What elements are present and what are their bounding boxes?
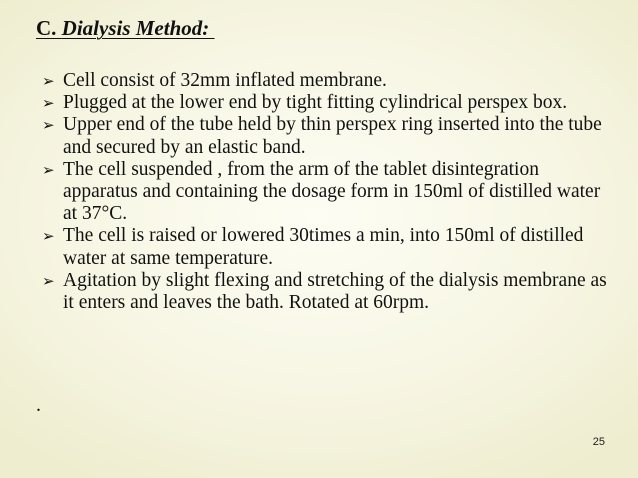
arrow-bullet-icon: ➢ bbox=[42, 94, 55, 113]
bullet-item-upper-end bbox=[42, 114, 617, 158]
arrow-bullet-icon: ➢ bbox=[42, 271, 55, 290]
bullet-item-membrane bbox=[42, 70, 617, 92]
bullet-list bbox=[42, 70, 617, 314]
bullet-text: Upper end of the tube held by thin perspex ring inserted into the tube and secured by an elastic band. bbox=[63, 114, 602, 158]
page-number: 25 bbox=[592, 436, 605, 448]
arrow-bullet-icon: ➢ bbox=[42, 72, 55, 90]
bullet-text: Cell consist of 32mm inflated membrane. bbox=[63, 70, 387, 91]
bullet-item-suspension bbox=[42, 159, 617, 226]
bullet-text: The cell is raised or lowered 30times a min, into 150ml of distilled water at same temperature. bbox=[63, 225, 584, 269]
bullet-text: Plugged at the lower end by tight fitting cylindrical perspex box. bbox=[63, 92, 568, 114]
bullet-item-agitation bbox=[42, 270, 617, 314]
heading-title: Dialysis Method: bbox=[61, 16, 215, 40]
heading-prefix: C. bbox=[36, 16, 62, 40]
bullet-item-raising bbox=[42, 225, 617, 269]
arrow-bullet-icon: ➢ bbox=[42, 227, 55, 246]
arrow-bullet-icon: ➢ bbox=[42, 116, 55, 135]
arrow-bullet-icon: ➢ bbox=[42, 160, 55, 179]
slide-heading bbox=[36, 14, 215, 42]
trailing-mark: . bbox=[36, 394, 41, 416]
bullet-text: The cell suspended , from the arm of the tablet disintegration apparatus and containing the dosage form in 150ml of distilled water at 37°C. bbox=[63, 158, 601, 225]
bullet-item-lower-end bbox=[42, 92, 617, 114]
bullet-text: Agitation by slight flexing and stretching of the dialysis membrane as it enters and leaves the bath. Rotated at 60rpm. bbox=[63, 269, 607, 314]
